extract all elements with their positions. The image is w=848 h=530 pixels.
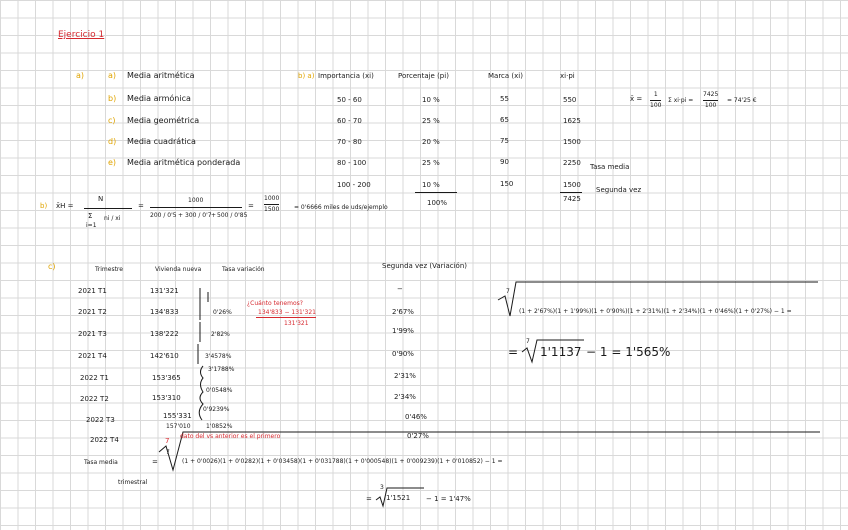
- harmonic-result: = 0'6666 miles de uds/ejemplo: [294, 204, 388, 211]
- note-segunda-vez: Segunda vez: [596, 186, 642, 194]
- table-header: Tasa variación: [222, 266, 265, 273]
- fraction-numerator: 7425: [703, 91, 719, 98]
- table-cell: 2022 T4: [90, 436, 119, 444]
- equals-sign: =: [248, 202, 254, 210]
- table-cell: 2021 T1: [78, 287, 107, 295]
- equals-sign: =: [138, 202, 144, 210]
- table-cell: 131'321: [150, 287, 179, 295]
- table-header: Importancia (xi): [318, 72, 374, 80]
- table-header: Marca (xi): [488, 72, 523, 80]
- fraction-denominator: 1500: [264, 206, 280, 213]
- table-header: Trimestre: [95, 266, 123, 273]
- mean-lhs: x̄ =: [630, 95, 643, 103]
- table-header: Porcentaje (pi): [398, 72, 449, 80]
- table-cell: 20 %: [422, 138, 440, 146]
- sum-total: 7425: [563, 195, 581, 203]
- root-result: − 1 = 1'565%: [586, 345, 671, 359]
- table-cell: 138'222: [150, 330, 179, 338]
- denominator-term: 500 / 0'85: [217, 212, 248, 219]
- table-cell: 55: [500, 95, 509, 103]
- red-note-question: ¿Cuánto tenemos?: [247, 300, 303, 307]
- list-item-text: Media armónica: [127, 94, 191, 103]
- table-cell: 0'26%: [213, 309, 232, 316]
- root-radicand: 1'1521: [386, 494, 411, 502]
- sigma-subscript: i=1: [86, 222, 97, 229]
- table-cell: 80 - 100: [337, 159, 367, 167]
- red-note-bottom: dato del vs anterior es el primero: [180, 433, 281, 440]
- harmonic-term: ni / xi: [104, 215, 121, 222]
- table-cell: 1500: [563, 138, 581, 146]
- table-cell: 1'0852%: [206, 423, 233, 430]
- equals-sign: =: [508, 345, 519, 359]
- exercise-title: Ejercicio 1: [58, 30, 105, 40]
- table-cell: 100 - 200: [337, 181, 371, 189]
- sigma-symbol: Σ: [88, 212, 93, 220]
- plus-sign: +: [211, 212, 217, 219]
- table-cell: 25 %: [422, 117, 440, 125]
- table-cell: 2022 T1: [80, 374, 109, 382]
- harmonic-lhs: x̄H =: [56, 202, 74, 210]
- equals-sign: =: [366, 495, 372, 503]
- table-cell: 25 %: [422, 159, 440, 167]
- table-cell: 150: [500, 180, 514, 188]
- mean-sum: Σ xi·pi =: [668, 97, 694, 104]
- root-expression: (1 + 2'67%)(1 + 1'99%)(1 + 0'90%)(1 + 2'31%)(1 + 2'34%)(1 + 0'46%)(1 + 0'27%) − 1 =: [519, 308, 792, 315]
- table-cell: 2021 T3: [78, 330, 107, 338]
- variation-value: 2'67%: [392, 308, 414, 316]
- root-index: 3: [380, 484, 384, 491]
- list-item-letter: d): [108, 137, 117, 146]
- fraction-denominator: 100: [650, 102, 662, 109]
- table-cell: 157'010: [166, 423, 191, 430]
- mean-result: = 74'25 €: [727, 97, 757, 104]
- table-cell: 70 - 80: [337, 138, 362, 146]
- denominator-term: 300 / 0'7: [185, 212, 212, 219]
- fraction-denominator: 100: [704, 102, 717, 109]
- list-item-letter: a): [108, 71, 117, 80]
- table-cell: 2022 T3: [86, 416, 115, 424]
- variation-value: 0'27%: [407, 432, 429, 440]
- variation-value: 1'99%: [392, 327, 414, 335]
- red-note-calc: 134'833 − 131'321: [258, 309, 316, 316]
- list-item-letter: b): [108, 94, 117, 103]
- harmonic-numerator: N: [98, 195, 104, 203]
- root-index: 7: [166, 449, 170, 456]
- table-cell: 1625: [563, 117, 581, 125]
- table-cell: 2021 T4: [78, 352, 107, 360]
- fraction-numerator: 1: [653, 91, 658, 98]
- table-cell: 142'610: [150, 352, 179, 360]
- section-c-label: c): [48, 262, 56, 271]
- table-cell: 155'331: [163, 412, 192, 420]
- harmonic-num-2: 1000: [188, 197, 204, 204]
- table-cell: 10 %: [422, 96, 440, 104]
- table-cell: 1500: [563, 181, 581, 189]
- variation-value: 0'46%: [405, 413, 427, 421]
- table-cell: 2250: [563, 159, 581, 167]
- root-radicand: 1'1137: [540, 345, 582, 359]
- list-item-letter: e): [108, 158, 117, 167]
- list-item-text: Media geométrica: [127, 116, 200, 125]
- table-cell: 0'9239%: [203, 406, 230, 413]
- equals-sign: =: [152, 458, 158, 466]
- table-cell: 65: [500, 116, 509, 124]
- segunda-vez-title: Segunda vez (Variación): [382, 262, 467, 270]
- root-result: − 1 = 1'47%: [426, 495, 471, 503]
- variation-value: −: [397, 285, 403, 293]
- table-cell: 50 - 60: [337, 96, 362, 104]
- red-root-index: 7: [165, 437, 170, 445]
- table-cell: 3'4578%: [205, 353, 232, 360]
- list-item-text: Media aritmética: [127, 71, 195, 80]
- denominator-term: 200 / 0'5: [150, 212, 177, 219]
- root-index: 7: [506, 288, 510, 295]
- table-cell: 2'82%: [211, 331, 230, 338]
- variation-value: 2'31%: [394, 372, 416, 380]
- table-cell: 90: [500, 158, 509, 166]
- table-cell: 134'833: [150, 308, 179, 316]
- table-cell: 3'1788%: [208, 366, 235, 373]
- tasa-media-label: Tasa media: [84, 459, 118, 466]
- fraction-numerator: 1000: [264, 195, 280, 202]
- plus-sign: +: [178, 212, 184, 219]
- table-cell: 2022 T2: [80, 395, 109, 403]
- list-item-text: Media cuadrática: [127, 137, 196, 146]
- trimestral-label: trimestral: [118, 479, 148, 486]
- root-expression: (1 + 0'0026)(1 + 0'0282)(1 + 0'03458)(1 + 0'031788)(1 + 0'000548)(1 + 0'009239)(1 + 0'010852) − 1 =: [182, 458, 503, 465]
- table-cell: 153'310: [152, 394, 181, 402]
- note-tasa-media: Tasa media: [590, 163, 630, 171]
- table-header: xi·pi: [560, 72, 575, 80]
- table-cell: 0'0548%: [206, 387, 233, 394]
- section-b-label: b): [40, 202, 48, 210]
- section-b-table-label: b) a): [298, 72, 315, 80]
- root-index: 7: [526, 338, 530, 345]
- list-item-letter: c): [108, 116, 116, 125]
- table-cell: 75: [500, 137, 509, 145]
- variation-value: 2'34%: [394, 393, 416, 401]
- table-cell: 10 %: [422, 181, 440, 189]
- pct-total: 100%: [427, 199, 448, 207]
- table-cell: 2021 T2: [78, 308, 107, 316]
- list-item-text: Media aritmética ponderada: [127, 158, 241, 167]
- table-header: Vivienda nueva: [155, 266, 202, 273]
- red-note-den: 131'321: [284, 320, 309, 327]
- table-cell: 60 - 70: [337, 117, 362, 125]
- table-cell: 550: [563, 96, 577, 104]
- table-cell: 153'365: [152, 374, 181, 382]
- variation-value: 0'90%: [392, 350, 414, 358]
- section-a-label: a): [76, 71, 85, 80]
